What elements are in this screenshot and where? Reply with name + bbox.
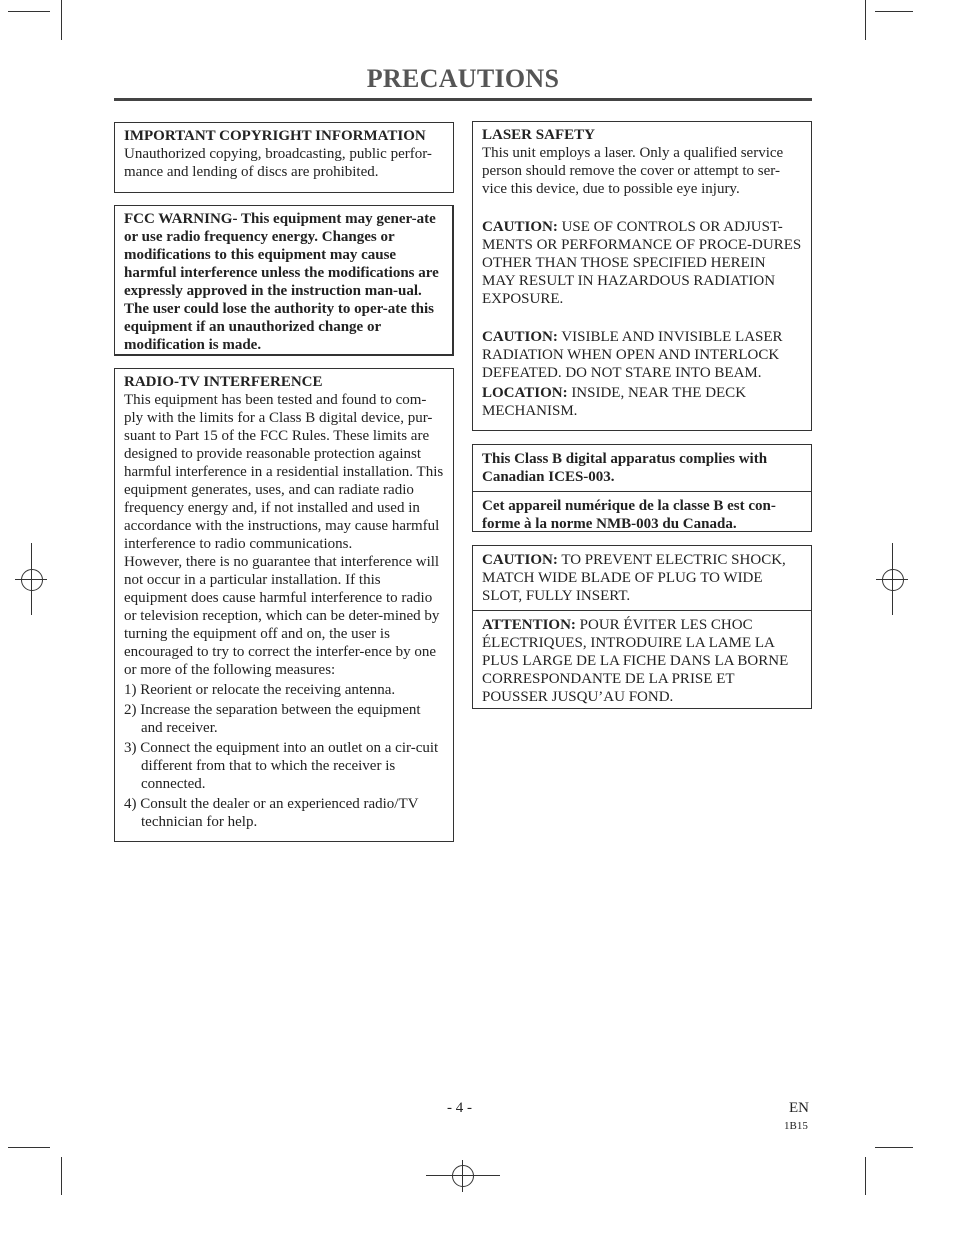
- laser-caution-2: [482, 328, 802, 382]
- laser-heading: LASER SAFETY: [482, 127, 595, 143]
- document-code: 1B15: [784, 1120, 808, 1132]
- copyright-body: Unauthorized copying, broadcasting, public perfor-mance and lending of discs are prohibited.: [124, 146, 432, 180]
- radio-tv-heading: RADIO-TV INTERFERENCE: [124, 374, 323, 390]
- caution-text: USE OF CONTROLS OR ADJUST-MENTS OR PERFORMANCE OF PROCE-DURES OTHER THAN THOSE SPECIFIED HEREIN MAY RESULT IN HAZARDOUS RADIATION EXPOSURE.: [482, 219, 802, 307]
- canada-english: This Class B digital apparatus complies with Canadian ICES-003.: [482, 451, 768, 485]
- copyright-heading: IMPORTANT COPYRIGHT INFORMATION: [124, 128, 426, 144]
- caution-label: CAUTION:: [482, 552, 558, 568]
- caution-text: TO PREVENT ELECTRIC SHOCK, MATCH WIDE BLADE OF PLUG TO WIDE SLOT, FULLY INSERT.: [482, 552, 786, 604]
- language-code: EN: [789, 1100, 809, 1116]
- attention-text: POUR ÉVITER LES CHOC ÉLECTRIQUES, INTRODUIRE LA LAME LA PLUS LARGE DE LA FICHE DANS LA BORNE CORRESPONDANTE DE LA PRISE ET POUSSER JUSQU’AU FOND.: [482, 617, 789, 705]
- shock-caution: [473, 546, 811, 610]
- crop-mark: [865, 1157, 866, 1195]
- caution-text: VISIBLE AND INVISIBLE LASER RADIATION WHEN OPEN AND INTERLOCK DEFEATED. DO NOT STARE INTO BEAM.: [482, 329, 783, 381]
- radio-tv-measures: [124, 681, 444, 831]
- crop-mark: [875, 1147, 913, 1148]
- list-item: 2) Increase the separation between the equipment and receiver.: [124, 702, 421, 736]
- laser-caution-1: [482, 218, 802, 308]
- canada-french: Cet appareil numérique de la classe B est con-forme à la norme NMB-003 du Canada.: [473, 491, 811, 538]
- crop-mark: [8, 1147, 50, 1148]
- location-label: LOCATION:: [482, 385, 568, 401]
- radio-tv-para-2: However, there is no guarantee that interference will not occur in a particular installation. If this equipment does cause harmful interference to radio or television reception, which can be deter-mined by turning the equipment off and on, the user is encouraged to try to correct the interfer-ence by one or more of the following measures:: [124, 554, 440, 678]
- page-title: PRECAUTIONS: [366, 64, 560, 93]
- registration-circle: [452, 1165, 474, 1187]
- registration-circle: [21, 569, 43, 591]
- attention-label: ATTENTION:: [482, 617, 576, 633]
- page-number: - 4 -: [447, 1100, 472, 1116]
- crop-mark: [8, 11, 50, 12]
- fcc-warning-text: FCC WARNING- This equipment may gener-ate or use radio frequency energy. Changes or modifications to this equipment may cause harmful interference unless the modifications are expressly approved in the instruction man-ual. The user could lose the authority to oper-ate this equipment if an unauthorized change or modification is made.: [124, 211, 439, 353]
- radio-tv-box: [114, 368, 454, 842]
- copyright-box: [114, 122, 454, 193]
- shock-attention: [473, 610, 811, 711]
- laser-safety-box: [472, 121, 812, 431]
- list-item: 4) Consult the dealer or an experienced radio/TV technician for help.: [124, 796, 419, 830]
- location-text: INSIDE, NEAR THE DECK MECHANISM.: [482, 385, 747, 419]
- caution-label: CAUTION:: [482, 219, 558, 235]
- crop-mark: [61, 1157, 62, 1195]
- crop-mark: [875, 11, 913, 12]
- caution-label: CAUTION:: [482, 329, 558, 345]
- laser-location: [482, 384, 802, 420]
- radio-tv-para-1: This equipment has been tested and found to com-ply with the limits for a Class B digital device, pur-suant to Part 15 of the FCC Rules. These limits are designed to provide reasonable protection against harmful interference in a residential installation. This equipment generates, uses, and can radiate radio frequency energy and, if not installed and used in accordance with the instructions, may cause harmful interference to radio communications.: [124, 392, 444, 552]
- list-item: 1) Reorient or relocate the receiving antenna.: [124, 682, 396, 698]
- canada-compliance-box: [472, 444, 812, 532]
- crop-mark: [61, 0, 62, 40]
- laser-body: This unit employs a laser. Only a qualified service person should remove the cover or attempt to ser-vice this device, due to possible eye injury.: [482, 145, 784, 197]
- list-item: 3) Connect the equipment into an outlet on a cir-cuit different from that to which the receiver is connected.: [124, 740, 439, 792]
- crop-mark: [865, 0, 866, 40]
- fcc-warning-box: [114, 205, 454, 356]
- registration-circle: [882, 569, 904, 591]
- shock-caution-box: [472, 545, 812, 709]
- title-rule: [114, 98, 812, 101]
